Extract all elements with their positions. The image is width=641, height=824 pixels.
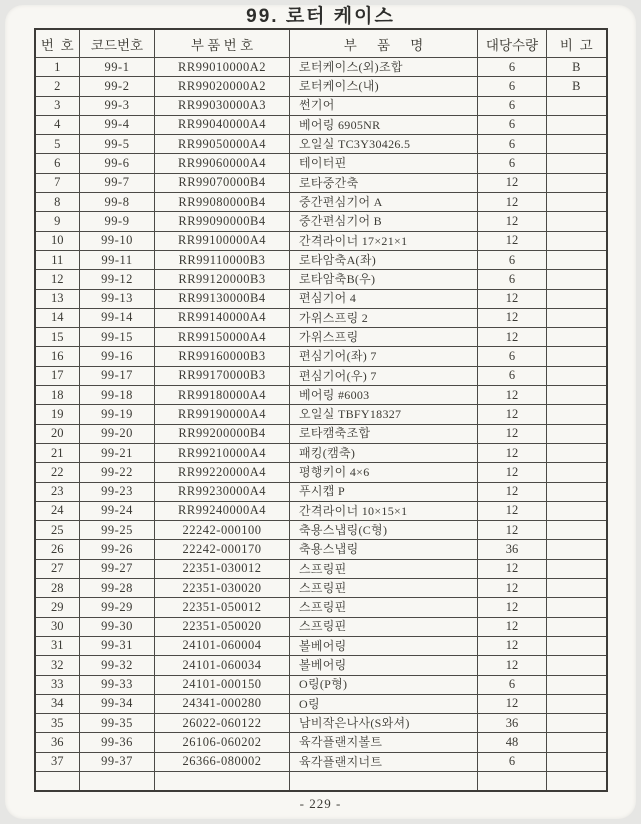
cell-qty: 12 [478,328,547,347]
cell-qty: 12 [478,482,547,501]
column-header-remark: 비 고 [547,29,607,58]
cell-part-number: 24101-060004 [155,636,290,655]
cell-part-name: 가위스프링 [290,328,478,347]
cell-remark [547,289,607,308]
cell-remark [547,482,607,501]
table-body [35,58,607,792]
cell-no: 24 [35,501,80,520]
cell-no: 10 [35,231,80,250]
cell-remark [547,771,607,791]
cell-no: 23 [35,482,80,501]
cell-remark [547,212,607,231]
cell-part-number: RR99240000A4 [155,501,290,520]
table-row [35,636,607,655]
cell-qty: 12 [478,463,547,482]
cell-part-number: RR99080000B4 [155,193,290,212]
table-row [35,328,607,347]
cell-part-number: RR99060000A4 [155,154,290,173]
cell-part-number: RR99170000B3 [155,366,290,385]
table-row [35,617,607,636]
cell-code: 99-14 [80,308,155,327]
cell-qty: 12 [478,405,547,424]
table-row [35,212,607,231]
cell-code: 99-3 [80,96,155,115]
cell-qty: 12 [478,559,547,578]
table-row [35,154,607,173]
cell-part-name: O링(P형) [290,675,478,694]
cell-no: 2 [35,77,80,96]
cell-remark [547,173,607,192]
cell-part-name: 볼베어링 [290,656,478,675]
cell-qty: 6 [478,77,547,96]
cell-remark [547,752,607,771]
cell-part-name: 가위스프링 2 [290,308,478,327]
table-row [35,714,607,733]
cell-no: 34 [35,694,80,713]
cell-part-name: 오일실 TC3Y30426.5 [290,135,478,154]
cell-code [80,771,155,791]
cell-part-number: RR99160000B3 [155,347,290,366]
cell-part-name: O링 [290,694,478,713]
cell-remark [547,308,607,327]
cell-remark [547,617,607,636]
cell-code: 99-8 [80,193,155,212]
cell-part-name: 평행키이 4×6 [290,463,478,482]
cell-code: 99-15 [80,328,155,347]
cell-code: 99-4 [80,115,155,134]
cell-qty: 12 [478,521,547,540]
cell-qty: 12 [478,443,547,462]
cell-qty: 6 [478,115,547,134]
column-header-no: 번 호 [35,29,80,58]
cell-no: 37 [35,752,80,771]
cell-no: 19 [35,405,80,424]
cell-part-name: 베어링 #6003 [290,386,478,405]
cell-part-number: RR99190000A4 [155,405,290,424]
cell-code: 99-12 [80,270,155,289]
cell-part-name: 스프링핀 [290,579,478,598]
table-row [35,482,607,501]
cell-part-number: RR99210000A4 [155,443,290,462]
cell-remark: B [547,77,607,96]
cell-no: 7 [35,173,80,192]
cell-qty: 12 [478,579,547,598]
cell-no: 36 [35,733,80,752]
cell-part-number: 26366-080002 [155,752,290,771]
cell-remark [547,540,607,559]
cell-part-number: 22351-050020 [155,617,290,636]
cell-no: 30 [35,617,80,636]
cell-part-name: 패킹(캠축) [290,443,478,462]
cell-part-name [290,771,478,791]
cell-code: 99-30 [80,617,155,636]
cell-no: 21 [35,443,80,462]
cell-part-number: 24101-000150 [155,675,290,694]
cell-no: 16 [35,347,80,366]
cell-remark [547,579,607,598]
cell-qty: 12 [478,212,547,231]
cell-no: 1 [35,58,80,77]
cell-qty: 12 [478,694,547,713]
table-row [35,77,607,96]
column-header-part-number: 부 품 번 호 [155,29,290,58]
cell-remark [547,366,607,385]
table-row [35,193,607,212]
cell-code: 99-1 [80,58,155,77]
table-row [35,250,607,269]
cell-remark [547,675,607,694]
cell-qty: 12 [478,424,547,443]
cell-qty: 12 [478,617,547,636]
cell-no: 15 [35,328,80,347]
cell-part-name: 간격라이너 10×15×1 [290,501,478,520]
cell-no: 20 [35,424,80,443]
table-row [35,463,607,482]
cell-remark [547,501,607,520]
cell-remark [547,193,607,212]
table-row [35,386,607,405]
table-row [35,598,607,617]
cell-code: 99-34 [80,694,155,713]
cell-part-name: 중간편심기어 A [290,193,478,212]
cell-remark [547,714,607,733]
cell-qty: 36 [478,714,547,733]
cell-qty: 48 [478,733,547,752]
cell-part-number: RR99200000B4 [155,424,290,443]
cell-code: 99-35 [80,714,155,733]
cell-no: 8 [35,193,80,212]
cell-no: 14 [35,308,80,327]
cell-code: 99-7 [80,173,155,192]
cell-part-name: 중간편심기어 B [290,212,478,231]
cell-code: 99-17 [80,366,155,385]
cell-no: 27 [35,559,80,578]
cell-part-number: RR99130000B4 [155,289,290,308]
table-row [35,424,607,443]
table-row [35,96,607,115]
cell-part-name: 로타중간축 [290,173,478,192]
table-row [35,501,607,520]
cell-part-number [155,771,290,791]
table-row [35,521,607,540]
cell-part-name: 축용스냅링(C형) [290,521,478,540]
cell-qty: 12 [478,656,547,675]
cell-code: 99-10 [80,231,155,250]
cell-qty: 6 [478,675,547,694]
cell-remark [547,694,607,713]
cell-no: 4 [35,115,80,134]
cell-part-number: 22351-050012 [155,598,290,617]
cell-part-number: 22242-000170 [155,540,290,559]
cell-part-number: RR99230000A4 [155,482,290,501]
table-row [35,366,607,385]
cell-qty: 12 [478,598,547,617]
cell-no: 35 [35,714,80,733]
table-row [35,270,607,289]
cell-code: 99-13 [80,289,155,308]
page-title: 99. 로터 케이스 [246,6,395,27]
cell-code: 99-23 [80,482,155,501]
cell-part-number: RR99050000A4 [155,135,290,154]
cell-code: 99-16 [80,347,155,366]
table-row [35,135,607,154]
cell-part-name: 로타암축B(우) [290,270,478,289]
cell-remark [547,656,607,675]
cell-qty: 12 [478,636,547,655]
cell-code: 99-6 [80,154,155,173]
cell-no: 22 [35,463,80,482]
cell-qty: 12 [478,231,547,250]
cell-no: 13 [35,289,80,308]
table-row [35,289,607,308]
cell-part-number: 22351-030020 [155,579,290,598]
table-row [35,405,607,424]
header-row [35,29,607,58]
cell-part-number: 26022-060122 [155,714,290,733]
cell-part-number: RR99070000B4 [155,173,290,192]
cell-part-number: 26106-060202 [155,733,290,752]
table-row [35,579,607,598]
column-header-part-name: 부 품 명 [290,29,478,58]
cell-code: 99-22 [80,463,155,482]
cell-code: 99-20 [80,424,155,443]
cell-part-name: 스프링핀 [290,559,478,578]
cell-part-number: 24341-000280 [155,694,290,713]
cell-remark [547,598,607,617]
cell-remark [547,405,607,424]
table-row [35,173,607,192]
cell-part-name: 로터케이스(외)조합 [290,58,478,77]
cell-part-number: RR99010000A2 [155,58,290,77]
table-row [35,231,607,250]
cell-remark [547,463,607,482]
cell-qty: 12 [478,193,547,212]
cell-qty: 6 [478,96,547,115]
cell-part-name: 편심기어 4 [290,289,478,308]
cell-no: 5 [35,135,80,154]
column-header-code: 코드번호 [80,29,155,58]
cell-no: 32 [35,656,80,675]
page-number: - 229 - [299,796,342,812]
table-row [35,675,607,694]
cell-no: 33 [35,675,80,694]
cell-no: 25 [35,521,80,540]
cell-code: 99-2 [80,77,155,96]
cell-part-name: 간격라이너 17×21×1 [290,231,478,250]
cell-no: 26 [35,540,80,559]
table-row [35,58,607,77]
cell-part-number: RR99220000A4 [155,463,290,482]
cell-remark [547,154,607,173]
cell-part-name: 축용스냅링 [290,540,478,559]
cell-code: 99-24 [80,501,155,520]
cell-qty: 6 [478,347,547,366]
cell-part-number: RR99150000A4 [155,328,290,347]
cell-part-name: 로타암축A(좌) [290,250,478,269]
cell-qty: 6 [478,135,547,154]
cell-remark [547,328,607,347]
cell-remark [547,733,607,752]
table-row [35,771,607,791]
cell-part-name: 남비작은나사(S와셔) [290,714,478,733]
cell-part-number: RR99100000A4 [155,231,290,250]
table-row [35,308,607,327]
cell-code: 99-9 [80,212,155,231]
cell-part-name: 푸시캡 P [290,482,478,501]
table-row [35,347,607,366]
cell-part-name: 육각플랜지너트 [290,752,478,771]
cell-qty: 12 [478,173,547,192]
cell-remark [547,96,607,115]
cell-qty [478,771,547,791]
cell-part-name: 볼베어링 [290,636,478,655]
cell-part-number: RR99030000A3 [155,96,290,115]
cell-qty: 6 [478,250,547,269]
cell-remark [547,424,607,443]
cell-code: 99-28 [80,579,155,598]
cell-code: 99-21 [80,443,155,462]
table-row [35,115,607,134]
cell-no [35,771,80,791]
cell-part-name: 편심기어(좌) 7 [290,347,478,366]
cell-code: 99-25 [80,521,155,540]
cell-code: 99-19 [80,405,155,424]
cell-part-name: 육각플랜지볼트 [290,733,478,752]
cell-part-name: 테이터핀 [290,154,478,173]
cell-qty: 6 [478,270,547,289]
cell-no: 18 [35,386,80,405]
cell-code: 99-18 [80,386,155,405]
cell-qty: 36 [478,540,547,559]
cell-qty: 12 [478,501,547,520]
cell-no: 31 [35,636,80,655]
cell-code: 99-36 [80,733,155,752]
cell-remark [547,135,607,154]
cell-qty: 12 [478,308,547,327]
cell-part-name: 로터케이스(내) [290,77,478,96]
cell-remark [547,559,607,578]
cell-code: 99-27 [80,559,155,578]
cell-part-number: 22351-030012 [155,559,290,578]
cell-part-number: RR99180000A4 [155,386,290,405]
cell-code: 99-26 [80,540,155,559]
cell-no: 11 [35,250,80,269]
cell-remark [547,347,607,366]
cell-qty: 6 [478,752,547,771]
cell-code: 99-5 [80,135,155,154]
table-row [35,443,607,462]
table-row [35,752,607,771]
cell-part-number: 22242-000100 [155,521,290,540]
cell-no: 3 [35,96,80,115]
cell-qty: 12 [478,289,547,308]
cell-remark: B [547,58,607,77]
cell-remark [547,386,607,405]
cell-no: 17 [35,366,80,385]
cell-qty: 6 [478,154,547,173]
cell-remark [547,521,607,540]
cell-part-name: 오일실 TBFY18327 [290,405,478,424]
table-header [35,29,607,58]
cell-qty: 6 [478,58,547,77]
cell-part-number: RR99020000A2 [155,77,290,96]
cell-code: 99-37 [80,752,155,771]
cell-remark [547,270,607,289]
parts-table [34,28,608,792]
cell-part-name: 스프링핀 [290,617,478,636]
table-row [35,559,607,578]
table-row [35,694,607,713]
cell-part-number: RR99120000B3 [155,270,290,289]
cell-part-number: 24101-060034 [155,656,290,675]
cell-remark [547,250,607,269]
cell-code: 99-11 [80,250,155,269]
cell-part-name: 썬기어 [290,96,478,115]
cell-code: 99-33 [80,675,155,694]
cell-part-number: RR99040000A4 [155,115,290,134]
cell-no: 29 [35,598,80,617]
cell-part-name: 로타캠축조합 [290,424,478,443]
cell-remark [547,443,607,462]
cell-code: 99-32 [80,656,155,675]
cell-no: 12 [35,270,80,289]
cell-remark [547,115,607,134]
cell-remark [547,636,607,655]
cell-no: 28 [35,579,80,598]
cell-qty: 12 [478,386,547,405]
table-row [35,540,607,559]
cell-part-number: RR99110000B3 [155,250,290,269]
cell-code: 99-29 [80,598,155,617]
scanned-page [5,5,636,819]
cell-no: 9 [35,212,80,231]
cell-part-number: RR99140000A4 [155,308,290,327]
cell-qty: 6 [478,366,547,385]
table-row [35,733,607,752]
cell-part-name: 편심기어(우) 7 [290,366,478,385]
cell-code: 99-31 [80,636,155,655]
column-header-qty: 대당수량 [478,29,547,58]
cell-remark [547,231,607,250]
cell-part-name: 베어링 6905NR [290,115,478,134]
table-row [35,656,607,675]
cell-part-number: RR99090000B4 [155,212,290,231]
cell-no: 6 [35,154,80,173]
cell-part-name: 스프링핀 [290,598,478,617]
